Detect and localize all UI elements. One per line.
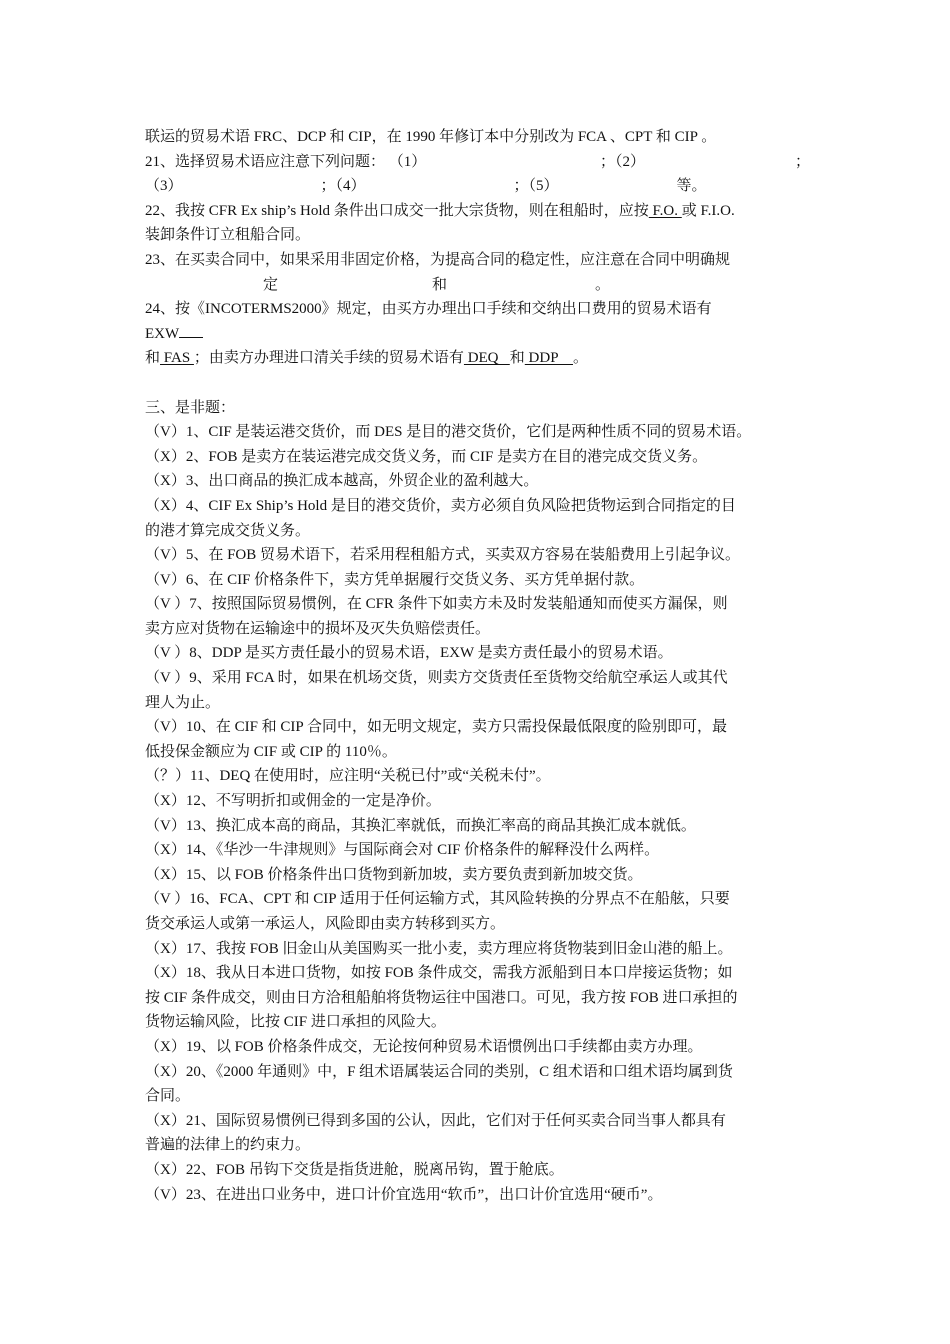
document-page: [145, 125, 810, 1207]
text-segment: ；由卖方办理进口清关手续的贸易术语有: [193, 350, 464, 367]
question-line: （V）23、在进出口业务中，进口计价宜选用“软币”，出口计价宜选用“硬币”。: [145, 1186, 663, 1203]
question-line: 合同。: [145, 1088, 191, 1105]
text-segment: EXW: [145, 325, 180, 342]
text-segment: 和: [432, 276, 448, 293]
question-22-line-1: [145, 199, 810, 224]
text-segment: 和: [145, 350, 161, 367]
question-line: （X）3、出口商品的换汇成本越高，外贸企业的盈利越大。: [145, 473, 539, 490]
question-line: （X）21、国际贸易惯例已得到多国的公认，因此，它们对于任何买卖合同当事人都具有: [145, 1112, 726, 1129]
question-line: 卖方应对货物在运输途中的损坏及灭失负赔偿责任。: [145, 620, 491, 637]
question-line: 货交承运人或第一承运人，风险即由卖方转移到买方。: [145, 916, 506, 932]
spacer: [145, 371, 810, 396]
question-line: （V）5、在 FOB 贸易术语下，若采用程租船方式，买卖双方容易在装船费用上引起争议。: [145, 547, 741, 564]
question-21-line-2: [145, 174, 810, 199]
answer-underlined: DDP: [524, 350, 573, 367]
text-segment: 定: [263, 276, 279, 293]
answer-underlined: DEQ: [463, 350, 510, 367]
question-line: （V）6、在 CIF 价格条件下，卖方凭单据履行交货义务、买方凭单据付款。: [145, 571, 645, 588]
question-23-line-2: [145, 273, 810, 298]
text-line: 24、按《INCOTERMS2000》规定，由买方办理出口手续和交纳出口费用的贸易术语有: [145, 301, 712, 318]
question-line: （V ）16、FCA、CPT 和 CIP 适用于任何运输方式，其风险转换的分界点不在船舷，只要: [145, 891, 730, 908]
question-line: （V ）8、DDP 是买方责任最小的贸易术语，EXW 是卖方责任最小的贸易术语。: [145, 645, 673, 662]
question-line: （X）15、以 FOB 价格条件出口货物到新加坡，卖方要负责到新加坡交货。: [145, 866, 643, 883]
text-segment: ；（5）: [513, 178, 559, 195]
question-line: 普遍的法律上的约束力。: [145, 1137, 311, 1154]
question-line: （V）10、在 CIF 和 CIP 合同中，如无明文规定，卖方只需投保最低限度的险别即可，最: [145, 719, 727, 736]
question-line: （X）14、《华沙一牛津规则》与国际商会对 CIF 价格条件的解释没什么两样。: [145, 842, 660, 859]
question-24-line-3: [145, 346, 810, 371]
question-line: （X）18、我从日本进口货物，如按 FOB 条件成交，需我方派船到日本口岸接运货物；如: [145, 965, 733, 982]
text-segment: 21、选择贸易术语应注意下列问题： （1）: [145, 153, 427, 170]
section-heading: 三、是非题：: [145, 399, 236, 416]
text-segment: 。: [595, 276, 611, 293]
question-line: （X）4、CIF Ex Ship’s Hold 是目的港交货价，卖方必须自负风险把货物运到合同指定的目: [145, 497, 736, 514]
text-segment: ；（4）: [320, 178, 366, 195]
question-line: （V）1、CIF 是装运港交货价，而 DES 是目的港交货价，它们是两种性质不同的贸易术语。: [145, 424, 752, 441]
text-line: 23、在买卖合同中，如果采用非固定价格，为提高合同的稳定性，应注意在合同中明确规: [145, 251, 731, 268]
text-segment: 。: [572, 350, 588, 367]
question-line: 低投保金额应为 CIF 或 CIP 的 110％。: [145, 743, 397, 760]
question-line: （X）2、FOB 是卖方在装运港完成交货义务，而 CIF 是卖方在目的港完成交货义务。: [145, 448, 708, 465]
text-segment: （3）: [145, 178, 183, 195]
text-segment: 22、我按 CFR Ex ship’s Hold 条件出口成交一批大宗货物，则在租船时，应按: [145, 202, 649, 219]
answer-blank: [179, 323, 203, 338]
text-segment: ；: [794, 153, 810, 170]
text-segment: ；（2）: [599, 153, 645, 170]
question-line: （V ）9、采用 FCA 时，如果在机场交货，则卖方交货责任至货物交给航空承运人或其代: [145, 670, 728, 687]
question-24-line-2: [145, 322, 810, 347]
question-line: （X）20、《2000 年通则》中，F 组术语属装运合同的类别，C 组术语和口组术语均属到货: [145, 1063, 733, 1080]
question-line: （？）11、DEQ 在使用时，应注明“关税已付”或“关税未付”。: [145, 768, 551, 785]
question-line: （V ）7、按照国际贸易惯例，在 CFR 条件下如卖方未及时发装船通知而使买方漏保，则: [145, 596, 728, 613]
text-line: 联运的贸易术语 FRC、DCP 和 CIP，在 1990 年修订本中分别改为 FCA 、CPT 和 CIP 。: [145, 129, 717, 145]
question-line: （X）19、以 FOB 价格条件成交，无论按何种贸易术语惯例出口手续都由卖方办理。: [145, 1038, 703, 1055]
question-line: （V）13、换汇成本高的商品，其换汇率就低，而换汇率高的商品其换汇成本就低。: [145, 817, 696, 834]
question-line: 的港才算完成交货义务。: [145, 522, 311, 539]
question-line: 理人为止。: [145, 694, 221, 711]
question-line: （X）17、我按 FOB 旧金山从美国购买一批小麦，卖方理应将货物装到旧金山港的船上。: [145, 940, 733, 957]
question-21-line-1: [145, 150, 810, 175]
question-line: 按 CIF 条件成交，则由日方洽租船舶将货物运往中国港口。可见，我方按 FOB 进口承担的: [145, 989, 738, 1006]
question-line: （X）22、FOB 吊钩下交货是指货进舱，脱离吊钩，置于舱底。: [145, 1161, 564, 1178]
text-line: 装卸条件订立租船合同。: [145, 227, 311, 244]
text-segment: 或 F.I.O.: [681, 202, 735, 219]
question-line: （X）12、不写明折扣或佣金的一定是净价。: [145, 793, 441, 810]
true-false-list: [145, 420, 810, 1207]
text-segment: 和: [509, 350, 525, 367]
text-segment: 等。: [676, 178, 707, 195]
answer-underlined: F.O.: [648, 202, 682, 219]
answer-underlined: FAS: [160, 350, 194, 367]
question-line: 货物运输风险，比按 CIF 进口承担的风险大。: [145, 1014, 446, 1031]
